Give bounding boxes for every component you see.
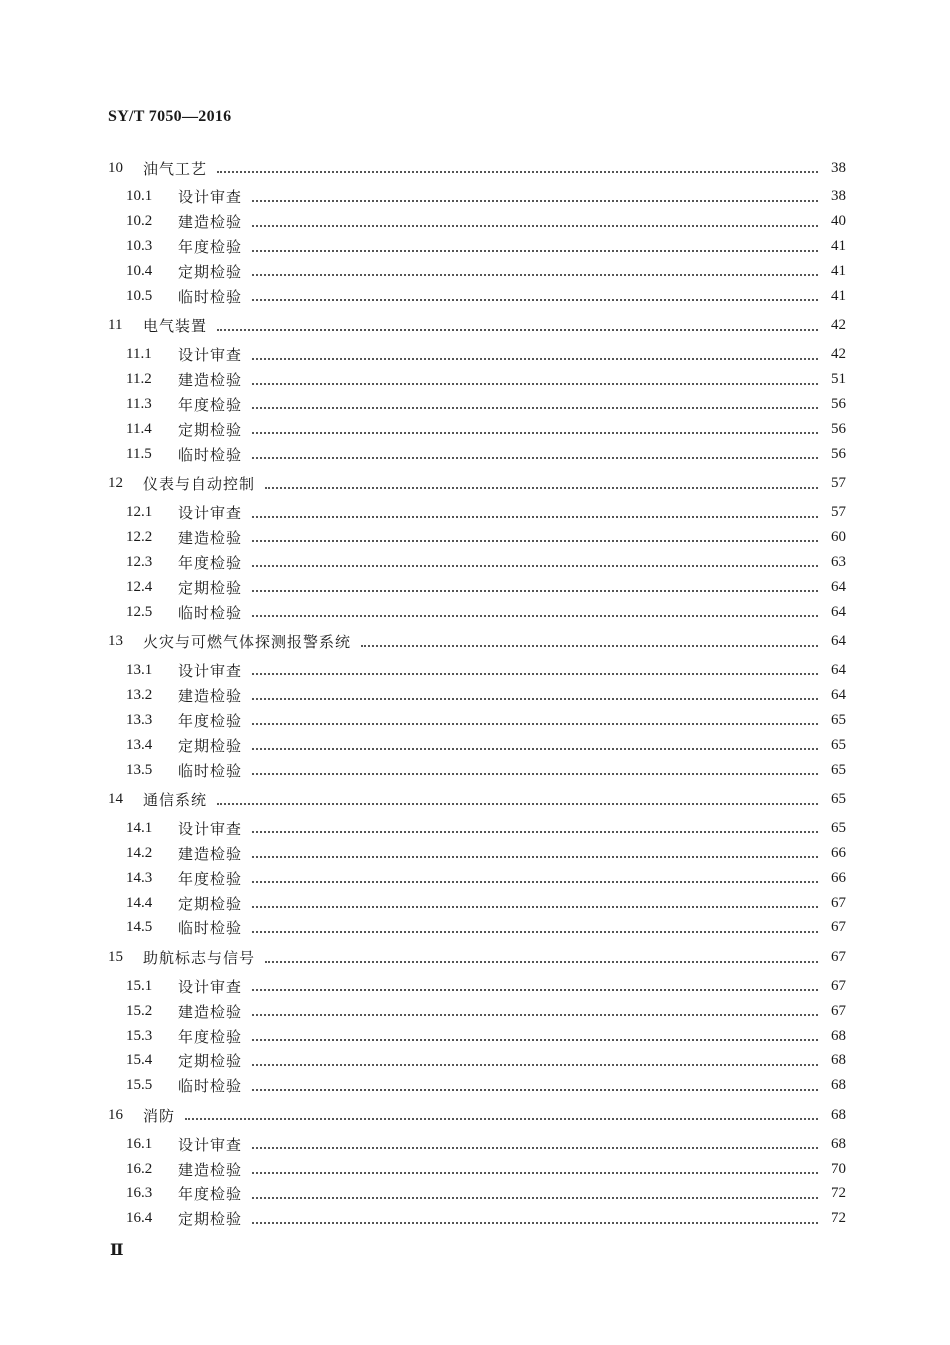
- toc-entry-title: 设计审查: [178, 977, 243, 996]
- toc-entry-title: 年度检验: [178, 1185, 243, 1204]
- toc-dot-leader: [252, 723, 818, 725]
- toc-dot-leader: [252, 274, 818, 276]
- toc-dot-leader: [265, 487, 818, 489]
- toc-entry-page: 56: [831, 395, 846, 412]
- toc-dot-leader: [252, 989, 818, 991]
- toc-entry-title: 年度检验: [178, 711, 243, 730]
- toc-dot-leader: [252, 432, 818, 434]
- toc-section-entry[interactable]: [0, 816, 950, 840]
- toc-entry-title: 年度检验: [178, 553, 243, 572]
- toc-dot-leader: [252, 748, 818, 750]
- toc-dot-leader: [252, 1039, 818, 1041]
- toc-entry-page: 57: [831, 504, 846, 520]
- toc-dot-leader: [252, 250, 818, 252]
- toc-dot-leader: [252, 1147, 818, 1149]
- toc-entry-page: 66: [831, 844, 846, 861]
- toc-section-entry[interactable]: [0, 550, 950, 574]
- toc-entry-page: 67: [831, 894, 846, 911]
- toc-entry-number: 13.4: [126, 736, 153, 753]
- toc-entry-page: 42: [831, 317, 846, 334]
- toc-entry-page: 68: [831, 1106, 846, 1123]
- standard-code: SY/T 7050—2016: [108, 108, 232, 125]
- toc-entry-number: 15.1: [126, 977, 153, 994]
- toc-entry-title: 建造检验: [178, 371, 243, 389]
- toc-dot-leader: [252, 1014, 818, 1016]
- toc-entry-page: 67: [831, 1002, 846, 1019]
- toc-chapter-entry[interactable]: [0, 1103, 950, 1127]
- toc-dot-leader: [252, 856, 818, 858]
- toc-dot-leader: [217, 803, 818, 805]
- toc-section-entry[interactable]: [0, 891, 950, 915]
- toc-section-entry[interactable]: [0, 525, 950, 549]
- toc-entry-title: 临时检验: [178, 445, 243, 464]
- toc-dot-leader: [252, 1197, 818, 1199]
- toc-entry-title: 建造检验: [178, 213, 243, 232]
- toc-dot-leader: [252, 457, 818, 459]
- toc-entry-number: 15.5: [126, 1077, 153, 1094]
- toc-entry-page: 38: [831, 188, 846, 205]
- toc-entry-page: 63: [831, 553, 846, 570]
- toc-section-entry[interactable]: [0, 1024, 950, 1048]
- toc-dot-leader: [252, 299, 818, 301]
- toc-section-entry[interactable]: [0, 866, 950, 890]
- toc-entry-title: 油气工艺: [143, 159, 208, 178]
- toc-entry-number: 16.2: [126, 1160, 153, 1177]
- toc-entry-page: 64: [831, 686, 846, 703]
- toc-entry-title: 设计审查: [178, 819, 243, 838]
- toc-section-entry[interactable]: [0, 575, 950, 599]
- toc-section-entry[interactable]: [0, 442, 950, 466]
- toc-entry-title: 仪表与自动控制: [143, 475, 256, 494]
- toc-section-entry[interactable]: [0, 999, 950, 1023]
- toc-dot-leader: [252, 1222, 818, 1224]
- toc-entry-number: 14.1: [126, 819, 153, 836]
- toc-entry-number: 12.4: [126, 578, 153, 595]
- toc-section-entry[interactable]: [0, 392, 950, 416]
- toc-entry-page: 64: [831, 603, 846, 620]
- toc-entry-page: 68: [831, 1027, 846, 1044]
- toc-entry-title: 临时检验: [178, 603, 243, 622]
- toc-section-entry[interactable]: [0, 708, 950, 732]
- toc-entry-title: 临时检验: [178, 287, 243, 306]
- toc-entry-title: 火灾与可燃气体探测报警系统: [143, 633, 352, 652]
- toc-entry-number: 16.3: [126, 1185, 153, 1202]
- toc-section-entry[interactable]: [0, 210, 950, 234]
- toc-entry-number: 13.3: [126, 711, 153, 728]
- toc-entry-number: 11.4: [126, 420, 152, 437]
- toc-dot-leader: [252, 200, 818, 202]
- toc-entry-number: 12.3: [126, 553, 153, 570]
- toc-section-entry[interactable]: [0, 683, 950, 707]
- toc-entry-number: 14.2: [126, 844, 153, 861]
- toc-entry-page: 67: [831, 977, 846, 994]
- toc-section-entry[interactable]: [0, 368, 950, 392]
- toc-entry-page: 67: [831, 919, 846, 936]
- toc-entry-title: 建造检验: [178, 844, 243, 863]
- toc-entry-title: 临时检验: [178, 1077, 243, 1096]
- toc-entry-number: 11.1: [126, 346, 152, 363]
- toc-section-entry[interactable]: [0, 235, 950, 259]
- toc-entry-number: 10.2: [126, 213, 153, 230]
- toc-entry-page: 64: [831, 578, 846, 595]
- toc-entry-title: 定期检验: [178, 420, 243, 439]
- toc-entry-page: 64: [831, 633, 846, 650]
- toc-entry-title: 定期检验: [178, 262, 243, 281]
- toc-entry-title: 临时检验: [178, 761, 243, 780]
- toc-dot-leader: [252, 906, 818, 908]
- toc-section-entry[interactable]: [0, 1157, 950, 1181]
- toc-dot-leader: [252, 358, 818, 360]
- toc-entry-page: 38: [831, 159, 846, 176]
- toc-dot-leader: [252, 540, 818, 542]
- toc-chapter-entry[interactable]: [0, 788, 950, 812]
- toc-entry-title: 临时检验: [178, 919, 243, 938]
- toc-entry-title: 年度检验: [178, 869, 243, 888]
- toc-section-entry[interactable]: [0, 1132, 950, 1156]
- toc-section-entry[interactable]: [0, 600, 950, 624]
- toc-entry-page: 68: [831, 1135, 846, 1152]
- toc-entry-title: 助航标志与信号: [143, 949, 256, 967]
- toc-entry-title: 定期检验: [178, 1210, 243, 1229]
- toc-chapter-entry[interactable]: [0, 156, 950, 180]
- toc-entry-page: 41: [831, 238, 846, 254]
- toc-entry-title: 定期检验: [178, 736, 243, 755]
- toc-chapter-entry[interactable]: [0, 472, 950, 496]
- toc-entry-page: 72: [831, 1185, 846, 1202]
- toc-section-entry[interactable]: [0, 733, 950, 757]
- toc-entry-number: 11.3: [126, 395, 152, 412]
- toc-entry-page: 51: [831, 371, 846, 387]
- toc-entry-title: 定期检验: [178, 1052, 243, 1071]
- toc-entry-number: 14: [108, 791, 123, 808]
- toc-section-entry[interactable]: [0, 185, 950, 209]
- toc-entry-page: 41: [831, 287, 846, 304]
- toc-dot-leader: [252, 773, 818, 775]
- toc-dot-leader: [252, 407, 818, 409]
- toc-entry-number: 15.4: [126, 1052, 153, 1069]
- toc-entry-number: 13.5: [126, 761, 153, 778]
- toc-dot-leader: [252, 698, 818, 700]
- toc-entry-page: 60: [831, 528, 846, 545]
- toc-entry-number: 10.1: [126, 188, 153, 205]
- toc-section-entry[interactable]: [0, 658, 950, 682]
- toc-entry-number: 11.5: [126, 445, 152, 462]
- toc-section-entry[interactable]: [0, 259, 950, 283]
- toc-entry-title: 设计审查: [178, 661, 243, 680]
- toc-entry-title: 消防: [143, 1106, 176, 1125]
- toc-section-entry[interactable]: [0, 916, 950, 940]
- toc-entry-number: 16.1: [126, 1135, 153, 1152]
- toc-entry-page: 72: [831, 1210, 846, 1227]
- toc-entry-title: 年度检验: [178, 395, 243, 414]
- toc-dot-leader: [252, 1172, 818, 1174]
- toc-section-entry[interactable]: [0, 417, 950, 441]
- toc-entry-page: 41: [831, 262, 846, 279]
- toc-chapter-entry[interactable]: [0, 946, 950, 970]
- toc-entry-number: 15: [108, 949, 123, 965]
- toc-dot-leader: [361, 645, 818, 647]
- toc-entry-page: 70: [831, 1160, 846, 1177]
- toc-entry-number: 12.1: [126, 504, 153, 520]
- toc-entry-number: 12: [108, 475, 123, 492]
- toc-entry-page: 65: [831, 791, 846, 808]
- toc-dot-leader: [252, 881, 818, 883]
- toc-entry-page: 68: [831, 1077, 846, 1094]
- toc-section-entry[interactable]: [0, 1207, 950, 1231]
- toc-entry-page: 65: [831, 736, 846, 753]
- toc-entry-title: 通信系统: [143, 791, 208, 810]
- toc-dot-leader: [217, 171, 818, 173]
- toc-entry-page: 56: [831, 420, 846, 437]
- toc-section-entry[interactable]: [0, 974, 950, 998]
- toc-section-entry[interactable]: [0, 1049, 950, 1073]
- toc-entry-page: 68: [831, 1052, 846, 1069]
- toc-entry-number: 15.3: [126, 1027, 153, 1044]
- toc-entry-number: 16.4: [126, 1210, 153, 1227]
- toc-entry-page: 65: [831, 819, 846, 836]
- toc-entry-number: 13: [108, 633, 123, 650]
- toc-section-entry[interactable]: [0, 343, 950, 367]
- toc-entry-title: 设计审查: [178, 1135, 243, 1154]
- toc-entry-page: 65: [831, 711, 846, 728]
- toc-entry-title: 年度检验: [178, 1027, 243, 1046]
- toc-entry-number: 11.2: [126, 371, 152, 387]
- toc-entry-number: 13.1: [126, 661, 153, 678]
- toc-entry-number: 10.3: [126, 238, 153, 254]
- page-number-roman: Ⅱ: [110, 1242, 124, 1259]
- toc-entry-number: 12.5: [126, 603, 153, 620]
- toc-entry-title: 建造检验: [178, 1160, 243, 1179]
- toc-section-entry[interactable]: [0, 1074, 950, 1098]
- toc-entry-page: 40: [831, 213, 846, 230]
- toc-entry-page: 65: [831, 761, 846, 778]
- toc-entry-title: 年度检验: [178, 238, 243, 256]
- toc-entry-number: 10.4: [126, 262, 153, 279]
- toc-entry-page: 57: [831, 475, 846, 492]
- toc-entry-title: 建造检验: [178, 1002, 243, 1021]
- toc-entry-title: 建造检验: [178, 686, 243, 705]
- toc-entry-number: 16: [108, 1106, 123, 1123]
- toc-dot-leader: [252, 225, 818, 227]
- toc-dot-leader: [252, 615, 818, 617]
- toc-dot-leader: [185, 1118, 818, 1120]
- toc-entry-number: 12.2: [126, 528, 153, 545]
- toc-dot-leader: [252, 831, 818, 833]
- toc-entry-title: 设计审查: [178, 188, 243, 207]
- toc-dot-leader: [265, 961, 818, 963]
- toc-dot-leader: [252, 590, 818, 592]
- toc-entry-number: 13.2: [126, 686, 153, 703]
- toc-entry-number: 11: [108, 317, 123, 334]
- toc-chapter-entry[interactable]: [0, 630, 950, 654]
- toc-dot-leader: [252, 931, 818, 933]
- toc-dot-leader: [252, 565, 818, 567]
- toc-entry-number: 14.3: [126, 869, 153, 886]
- toc-section-entry[interactable]: [0, 841, 950, 865]
- toc-entry-title: 设计审查: [178, 504, 243, 522]
- toc-entry-page: 56: [831, 445, 846, 462]
- toc-entry-number: 15.2: [126, 1002, 153, 1019]
- toc-entry-number: 10: [108, 159, 123, 176]
- toc-entry-title: 定期检验: [178, 894, 243, 913]
- toc-entry-page: 64: [831, 661, 846, 678]
- toc-entry-title: 定期检验: [178, 578, 243, 597]
- toc-entry-page: 67: [831, 949, 846, 965]
- toc-entry-number: 10.5: [126, 287, 153, 304]
- toc-dot-leader: [252, 1064, 818, 1066]
- toc-dot-leader: [252, 383, 818, 385]
- toc-section-entry[interactable]: [0, 1182, 950, 1206]
- toc-entry-title: 设计审查: [178, 346, 243, 365]
- toc-entry-page: 66: [831, 869, 846, 886]
- toc-dot-leader: [252, 1089, 818, 1091]
- toc-dot-leader: [217, 329, 818, 331]
- toc-chapter-entry[interactable]: [0, 314, 950, 338]
- toc-entry-title: 建造检验: [178, 528, 243, 547]
- toc-dot-leader: [252, 673, 818, 675]
- toc-entry-title: 电气装置: [143, 317, 208, 336]
- toc-entry-number: 14.4: [126, 894, 153, 911]
- toc-entry-page: 42: [831, 346, 846, 363]
- toc-section-entry[interactable]: [0, 284, 950, 308]
- toc-dot-leader: [252, 516, 818, 518]
- toc-section-entry[interactable]: [0, 501, 950, 525]
- toc-entry-number: 14.5: [126, 919, 153, 936]
- toc-section-entry[interactable]: [0, 758, 950, 782]
